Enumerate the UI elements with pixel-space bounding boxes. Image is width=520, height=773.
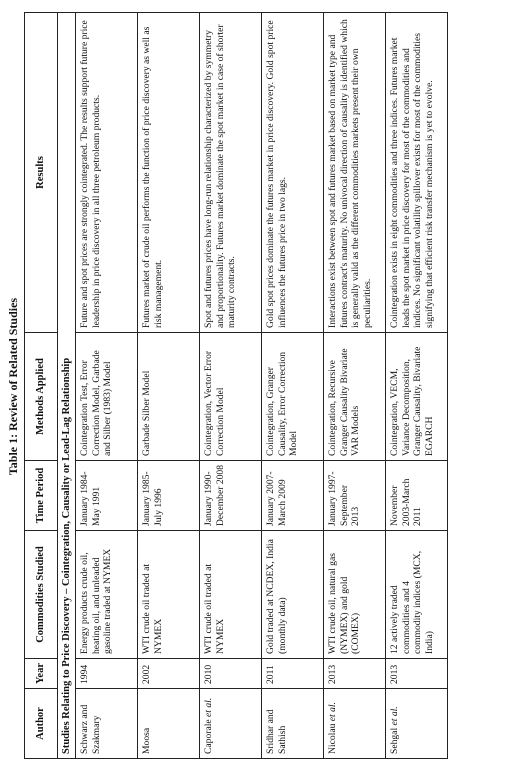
cell-author: Nicolau et al.	[324, 689, 386, 759]
cell-commodities: WTI crude oil traded at NYMEX	[138, 531, 200, 659]
table-title: Table 1: Review of Related Studies	[6, 297, 20, 476]
cell-methods: Cointegration, Granger Causality, Error Correction Model	[262, 333, 324, 461]
cell-year: 2002	[138, 659, 200, 689]
cell-period: January 1985-July 1996	[138, 461, 200, 531]
table-row	[262, 13, 324, 759]
cell-results: Gold spot prices dominate the futures market in price discovery. Gold spot price influences the futures price in two lags.	[262, 13, 324, 333]
cell-author: Sridhar and Sathish	[262, 689, 324, 759]
cell-author: Schwarz and Szakmary	[76, 689, 138, 759]
cell-results: Spot and futures prices have long-run relationship characterized by symmetry and proportionality. Futures market dominate the spot market in case of shorter maturity contracts.	[200, 13, 262, 333]
cell-author: Sehgal et al.	[386, 689, 448, 759]
header-author: Author	[25, 689, 58, 759]
cell-commodities: WTI crude oil traded at NYMEX	[200, 531, 262, 659]
cell-period: January 1984-May 1991	[76, 461, 138, 531]
cell-results: Futures market of crude oil performs the function of price discovery as well as risk management.	[138, 13, 200, 333]
cell-year: 2013	[324, 659, 386, 689]
cell-commodities: Gold traded at NCDEX, India (monthly data)	[262, 531, 324, 659]
header-year: Year	[25, 659, 58, 689]
header-commodities: Commodities Studied	[25, 531, 58, 659]
table-row	[138, 13, 200, 759]
cell-year: 2011	[262, 659, 324, 689]
header-methods: Methods Applied	[25, 333, 58, 461]
cell-methods: Cointegration, VECM, Variance Decomposition, Granger Causality, Bivariate EGARCH	[386, 333, 448, 461]
cell-methods: Cointegration Test, Error Correction Model, Garbade and Silber (1983) Model	[76, 333, 138, 461]
table-row	[76, 13, 138, 759]
section-title: Studies Relating to Price Discovery – Cointegration, Causality or Lead-Lag Relationship	[58, 13, 76, 759]
cell-author: Moosa	[138, 689, 200, 759]
cell-period: January 2007-March 2009	[262, 461, 324, 531]
cell-results: Interactions exist between spot and futures market based on market type and futures contract's maturity. No univocal direction of causality is identified which is generally valid as the different commodities markets present their own peculiarities.	[324, 13, 386, 333]
header-period: Time Period	[25, 461, 58, 531]
cell-commodities: WTI crude oil, natural gas (NYMEX) and gold (COMEX)	[324, 531, 386, 659]
cell-author: Caporale et al.	[200, 689, 262, 759]
section-row	[58, 13, 76, 759]
cell-year: 2013	[386, 659, 448, 689]
cell-period: January 1990-December 2008	[200, 461, 262, 531]
cell-year: 2010	[200, 659, 262, 689]
cell-results: Future and spot prices are strongly cointegrated. The results support future price leadership in price discovery in all three petroleum products.	[76, 13, 138, 333]
cell-commodities: 12 actively traded commodities and 4 commodity indices (MCX, India)	[386, 531, 448, 659]
cell-period: November 2003-March 2011	[386, 461, 448, 531]
header-results: Results	[25, 13, 58, 333]
table-row	[324, 13, 386, 759]
cell-methods: Garbade Silber Model	[138, 333, 200, 461]
cell-results: Cointegration exists in eight commodities and three indices. Futures market leads the spot market in price discovery for most of the commodities and indices. No significant volatility spillover exists for most of the commodities signifying that efficient risk transfer mechanism is yet to evolve.	[386, 13, 448, 333]
cell-commodities: Energy products crude oil, heating oil, and unleaded gasoline traded at NYMEX	[76, 531, 138, 659]
header-row	[25, 13, 58, 759]
cell-methods: Cointegration, Recursive Granger Causality Bivariate VAR Models	[324, 333, 386, 461]
table-row	[200, 13, 262, 759]
cell-period: January 1997-September 2013	[324, 461, 386, 531]
review-table	[24, 12, 448, 759]
cell-year: 1994	[76, 659, 138, 689]
cell-methods: Cointegration, Vector Error Correction Model	[200, 333, 262, 461]
table-row	[386, 13, 448, 759]
